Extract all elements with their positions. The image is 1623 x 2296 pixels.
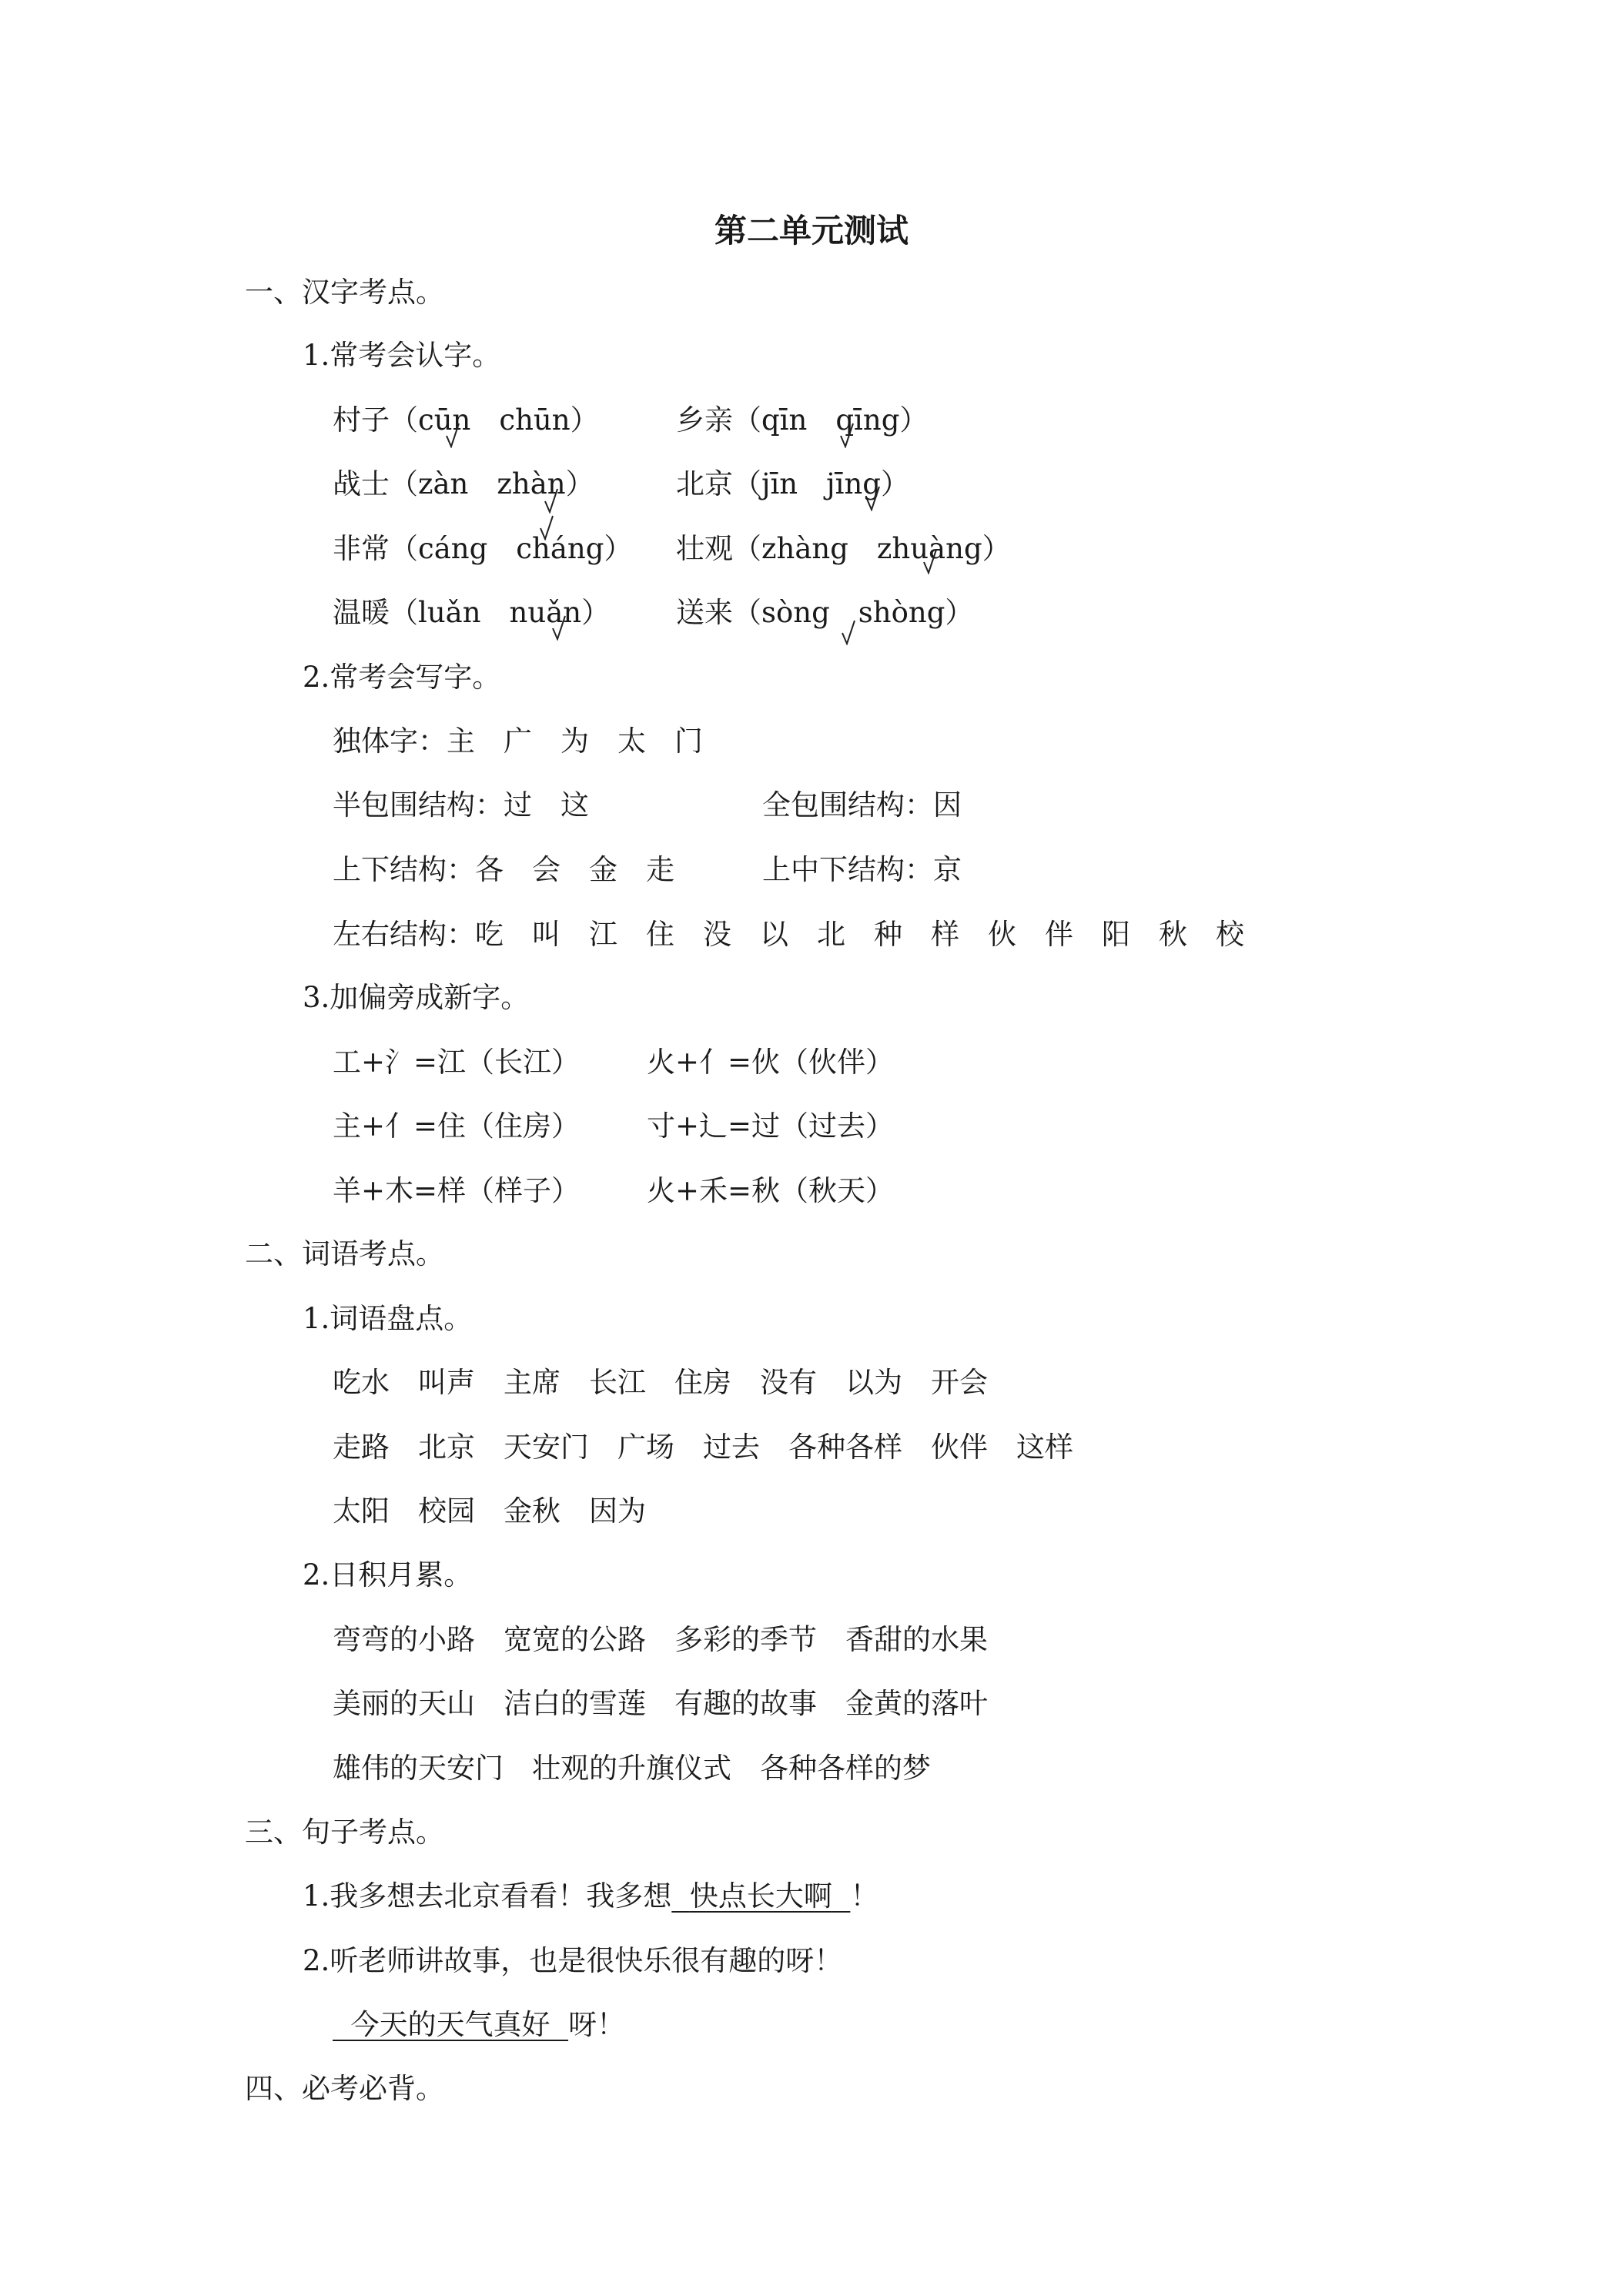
radical-row-2b: 寸+辶=过（过去） xyxy=(647,1110,895,1143)
word-list-line-1: 吃水 叫声 主席 长江 住房 没有 以为 开会 xyxy=(333,1366,988,1399)
sentence-2-end: 呀！ xyxy=(568,2008,626,2041)
check-mark-icon xyxy=(865,485,881,511)
radical-row-2a: 主+亻=住（住房） xyxy=(333,1110,581,1143)
check-mark-icon xyxy=(841,619,856,645)
pinyin-row-2b: 北京（jīn jīng） xyxy=(676,467,909,500)
section-4-heading: 四、必考必背。 xyxy=(245,2072,444,2105)
sentence-1 xyxy=(303,1877,878,1916)
page-title: 第二单元测试 xyxy=(714,212,909,249)
check-mark-icon xyxy=(839,422,855,448)
pinyin-row-4b: 送来（sòng shòng） xyxy=(676,596,974,629)
left-right-chars: 左右结构：吃 叫 江 住 没 以 北 种 样 伙 伴 阳 秋 校 xyxy=(333,918,1244,951)
sentence-2-imitation xyxy=(333,2006,625,2044)
phrase-line-2: 美丽的天山 洁白的雪莲 有趣的故事 金黄的落叶 xyxy=(333,1687,988,1720)
phrase-line-1: 弯弯的小路 宽宽的公路 多彩的季节 香甜的水果 xyxy=(333,1623,988,1656)
sentence-2-answer-text: 今天的天气真好 xyxy=(350,2008,550,2041)
q1-1-label: 1.常考会认字。 xyxy=(303,339,501,372)
check-mark-icon xyxy=(551,614,567,641)
radical-row-3a: 羊+木=样（样子） xyxy=(333,1174,581,1207)
q1-3-label: 3.加偏旁成新字。 xyxy=(303,981,530,1014)
radical-row-1b: 火+亻=伙（伙伴） xyxy=(647,1046,895,1079)
radical-row-3b: 火+禾=秋（秋天） xyxy=(647,1174,895,1207)
full-enclosure-chars: 全包围结构：因 xyxy=(762,788,962,822)
phrase-line-3: 雄伟的天安门 壮观的升旗仪式 各种各样的梦 xyxy=(333,1752,931,1785)
q2-1-label: 1.词语盘点。 xyxy=(303,1302,473,1335)
sentence-1-answer xyxy=(671,1879,850,1913)
pinyin-row-3b: 壮观（zhàng zhuàng） xyxy=(676,532,1011,565)
half-enclosure-chars: 半包围结构：过 这 xyxy=(333,788,589,822)
sentence-2: 2.听老师讲故事，也是很快乐很有趣的呀！ xyxy=(303,1944,843,1977)
single-structure-chars: 独体字：主 广 为 太 门 xyxy=(333,725,703,758)
check-mark-icon xyxy=(544,487,559,514)
radical-row-1a: 工+氵=江（长江） xyxy=(333,1046,581,1079)
section-2-heading: 二、词语考点。 xyxy=(245,1237,444,1270)
top-bottom-chars: 上下结构：各 会 金 走 xyxy=(333,853,674,886)
sentence-1-answer-text: 快点长大啊 xyxy=(689,1879,832,1913)
check-mark-icon xyxy=(539,514,554,541)
section-1-heading: 一、汉字考点。 xyxy=(245,276,444,309)
check-mark-icon xyxy=(445,422,460,448)
top-middle-bottom-chars: 上中下结构：京 xyxy=(762,853,962,886)
pinyin-row-2a: 战士（zàn zhàn） xyxy=(333,467,594,500)
q2-2-label: 2.日积月累。 xyxy=(303,1558,473,1591)
check-mark-icon xyxy=(922,548,938,574)
sentence-2-answer xyxy=(333,2008,568,2041)
pinyin-row-4a: 温暖（luǎn nuǎn） xyxy=(333,596,611,629)
sentence-1-prompt: 1.我多想去北京看看！我多想 xyxy=(303,1879,672,1913)
q1-2-label: 2.常考会写字。 xyxy=(303,661,501,694)
pinyin-row-1b: 乡亲（qīn qīng） xyxy=(676,403,929,437)
pinyin-row-3a: 非常（cáng cháng） xyxy=(333,532,633,565)
sentence-1-end: ！ xyxy=(850,1879,879,1913)
word-list-line-2: 走路 北京 天安门 广场 过去 各种各样 伙伴 这样 xyxy=(333,1431,1073,1464)
section-3-heading: 三、句子考点。 xyxy=(245,1816,444,1849)
pinyin-row-1a: 村子（cūn chūn） xyxy=(333,403,599,437)
word-list-line-3: 太阳 校园 金秋 因为 xyxy=(333,1494,646,1528)
